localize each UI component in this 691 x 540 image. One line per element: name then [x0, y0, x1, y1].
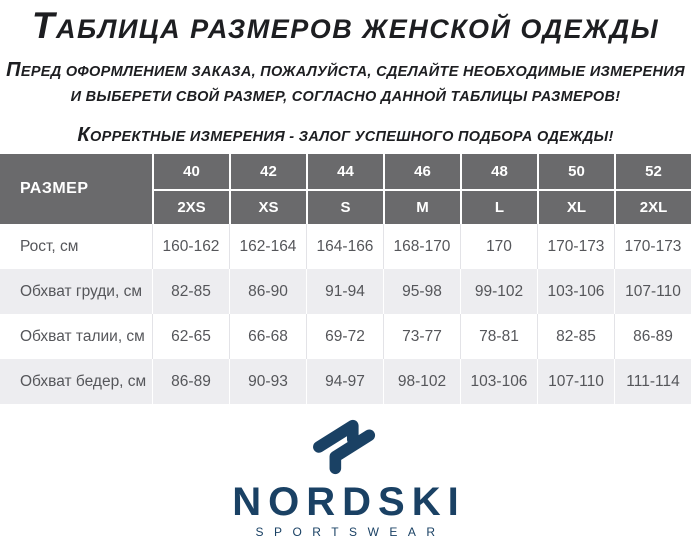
value-cell: 168-170: [383, 224, 460, 269]
size-number-cell-48: 48: [460, 154, 537, 189]
value-cell: 170-173: [614, 224, 691, 269]
size-label-cell-xl: XL: [537, 189, 614, 224]
value-cell: 98-102: [383, 359, 460, 404]
value-cell: 103-106: [537, 269, 614, 314]
size-label-cell-l: L: [460, 189, 537, 224]
value-cell: 90-93: [229, 359, 306, 404]
value-cell: 170: [460, 224, 537, 269]
size-label-cell-m: M: [383, 189, 460, 224]
size-label-cell-2xl: 2XL: [614, 189, 691, 224]
size-number-cell-50: 50: [537, 154, 614, 189]
size-label-cell-xs: XS: [229, 189, 306, 224]
value-cell: 66-68: [229, 314, 306, 359]
measurement-note: КОРРЕКТНЫЕ ИЗМЕРЕНИЯ - ЗАЛОГ УСПЕШНОГО ПОДБОРА ОДЕЖДЫ!: [77, 124, 614, 146]
value-cell: 73-77: [383, 314, 460, 359]
value-cell: 162-164: [229, 224, 306, 269]
value-cell: 95-98: [383, 269, 460, 314]
size-chart-infographic: [0, 5, 691, 539]
size-table: [0, 154, 691, 404]
value-cell: 94-97: [306, 359, 383, 404]
row-label-chest: Обхват груди, см: [0, 269, 152, 314]
size-number-cell-44: 44: [306, 154, 383, 189]
table-corner-label: РАЗМЕР: [0, 154, 152, 224]
size-number-cell-46: 46: [383, 154, 460, 189]
value-cell: 82-85: [537, 314, 614, 359]
size-label-cell-2xs: 2XS: [152, 189, 229, 224]
value-cell: 86-89: [152, 359, 229, 404]
value-cell: 82-85: [152, 269, 229, 314]
intro-line-2: И ВЫБЕРЕТИ СВОЙ РАЗМЕР, СОГЛАСНО ДАННОЙ ТАБЛИЦЫ РАЗМЕРОВ!: [70, 89, 621, 105]
value-cell: 111-114: [614, 359, 691, 404]
size-number-cell-42: 42: [229, 154, 306, 189]
value-cell: 164-166: [306, 224, 383, 269]
value-cell: 86-90: [229, 269, 306, 314]
value-cell: 170-173: [537, 224, 614, 269]
value-cell: 107-110: [537, 359, 614, 404]
nordski-logo: [0, 415, 691, 540]
brand-tagline: SPORTSWEAR: [255, 525, 446, 539]
row-label-height: Рост, см: [20, 237, 79, 255]
value-cell: 62-65: [152, 314, 229, 359]
value-cell: 107-110: [614, 269, 691, 314]
value-cell: 86-89: [614, 314, 691, 359]
size-number-cell-40: 40: [152, 154, 229, 189]
value-cell: 69-72: [306, 314, 383, 359]
intro-line-1: ПЕРЕД ОФОРМЛЕНИЕМ ЗАКАЗА, ПОЖАЛУЙСТА, СДЕЛАЙТЕ НЕОБХОДИМЫЕ ИЗМЕРЕНИЯ: [6, 59, 685, 81]
page-title: ТАБЛИЦА РАЗМЕРОВ ЖЕНСКОЙ ОДЕЖДЫ: [31, 5, 660, 46]
value-cell: 91-94: [306, 269, 383, 314]
brand-name: NORDSKI: [232, 480, 466, 524]
value-cell: 78-81: [460, 314, 537, 359]
value-cell: 99-102: [460, 269, 537, 314]
value-cell: 160-162: [152, 224, 229, 269]
value-cell: 103-106: [460, 359, 537, 404]
row-label-waist: Обхват талии, см: [20, 327, 145, 345]
size-number-cell-52: 52: [614, 154, 691, 189]
nordski-logo-mark-icon: [307, 415, 385, 477]
row-label-hips: Обхват бедер, см: [0, 359, 152, 404]
size-label-cell-s: S: [306, 189, 383, 224]
